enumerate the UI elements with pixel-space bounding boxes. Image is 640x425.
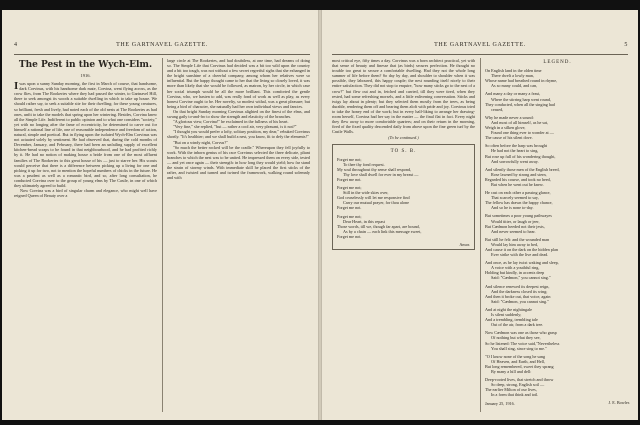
poem-line: "O I know none of the song he sang — [485, 353, 546, 359]
poem-line: So deep, strong, English soil — — [491, 382, 545, 388]
poem-line: And most of all himself, as he sat, — [491, 119, 549, 125]
paragraph: "But on a windy night, Corvus?" — [173, 139, 228, 145]
drop-cap: I — [14, 80, 19, 93]
poem-line: In a form that think and toil. — [491, 392, 539, 398]
poem-line: Carry our mutual prayer, for thou alone — [343, 200, 409, 206]
page-number: 5 — [624, 42, 628, 48]
poem-line: Still in the wide skies over, — [343, 190, 389, 196]
article-title: The Pest in the Wych-Elm. — [18, 60, 153, 70]
continued-note: (To be continued.) — [388, 135, 419, 141]
poem-stanza — [485, 330, 630, 350]
poem-stanza — [337, 214, 470, 239]
poem-stanza — [485, 190, 630, 210]
poem-line: And once, as he lay twixt waking and sleep, — [485, 260, 559, 266]
left-column-2 — [167, 58, 310, 412]
paragraph: large circle at The Rookeries, and had doubtless, at one time, had dreams of doing so. The Simple Life that Corvinus had decided was a bit too wild upon the country and a bit too tough, was not without a few secret regretful sighs that she exhanged in the bright sunshine of a cheerful company, among whom her relatives were so influential. But the happy thought came to her that the living so closely loved, it was more than likely that she would be followed, as matron, by her circle, in which case her social triumph would be all the more brilliant. This comforted the gentle Corvina, who, we hasten to add, was really fond of work as well as play, as every honest Corvine ought to be. Her novelty, so modest withal, was a great pleasure; but being a bird of character, she naturally had her own individual views and fancies. — [167, 58, 310, 109]
left-page-content — [2, 10, 320, 420]
right-page-content — [320, 10, 638, 420]
poem-line: Forget me not; — [337, 185, 362, 191]
poem-line: He had not the heart to sing, — [491, 148, 539, 154]
poem-line: And never seemed to hear. — [491, 228, 536, 234]
poem-body — [337, 157, 470, 239]
poem-line: Forget me not; — [337, 156, 362, 162]
poem-line: By many a hill and dell: — [491, 368, 532, 374]
poem-stanza — [485, 115, 630, 140]
column-divider — [162, 58, 163, 412]
poem-stanza — [485, 167, 630, 187]
poem-line: But rose up full of his wondering thought, — [485, 153, 556, 159]
poem-line: There dwelt a lowly man, — [491, 73, 534, 79]
poem-line: And silently those men of the English breed, — [485, 166, 560, 172]
poem-date: January 25, 1916. — [485, 401, 515, 407]
poem-stanza — [485, 377, 630, 397]
poem-line: So often before the harp was brought — [485, 143, 548, 149]
poem-line: Ever strike with the live and dead. — [491, 252, 549, 258]
poem-title: TO S. B. — [390, 148, 417, 154]
poem-stanza — [485, 284, 630, 304]
poem-line: Forget me not. — [337, 233, 362, 239]
poem-line: Would lay him away to bed, — [491, 241, 539, 247]
poem-line: As so many could, and can, — [491, 83, 538, 89]
paragraph: "I thought you would prefer a lofty, solitary position, my dear," rebuked Corvinus shortly. "It's healthier; and we shall build a nest, you know, fit to defy the elements!" — [167, 129, 310, 140]
poem-line: Why he made never a sound: — [485, 114, 534, 120]
paragraph: "Very fine," she replied, "but — rather a cool air, very pleasant, is it not?" — [173, 124, 297, 130]
poem-line: And so he is none to-day. — [491, 205, 534, 211]
poem-line: On English land in the olden time — [485, 68, 542, 74]
paragraph: most critical eye, fifty times a day. Corvinus was a born architect practical, yet with that sense of beauty and finesse that (as birds) secures perfection. He thought no trouble too great to secure a comfortable dwelling. Had they not the whole long summer of life before them? So day by day, and shoulder to shoulder when it was possible, they laboured, this happy couple; the nest rounding itself nicely to their entire satisfaction. They did not stop to enquire, "how many sticks go to the nest of a crow?" but flew out and in, fetched and carried, till they were tired, when they rested, had some refreshing morsels, and a little enlivening conversation. Sticks and twigs lay about in plenty; but they selected them mostly from the trees, as being durable, rendering them off and bearing them aloft with pride and joy. Corvinus tried to take the honey end of the work; but in every half-liking to arrange her drawing-room herself, Corvina had her say in the matter — the final flat in fact. Every night they flew away to more comfortable quarters; and on their return in the morning, fired of the fixed quality descended daily from above upon the fine green turf by the Castle Walls. — [332, 58, 475, 135]
poem-line: Holding but kindly, in accents deep — [485, 270, 545, 276]
poem-stanza — [485, 237, 630, 257]
poem-line: But long remembered, sweet they sprang — [485, 363, 554, 369]
poem-stanza — [337, 157, 470, 182]
poem-line: Where the stirring harp went round, — [491, 96, 552, 102]
poem-box — [332, 144, 475, 251]
poem-line: Of Heaven, and Earth, and Hell, — [491, 358, 545, 364]
header-rule — [14, 54, 310, 55]
poem-line: Dear Heart, in this repast — [343, 218, 385, 224]
poem-line: The fellow has drawn the happy chance, — [485, 200, 553, 206]
poem-line: That scarcely seemed to say, — [491, 195, 539, 201]
right-header — [332, 42, 628, 54]
left-column-1 — [14, 58, 157, 412]
poem-line: And many a day or many a feast, — [485, 91, 541, 97]
poem-footer — [485, 400, 630, 406]
header-rule — [332, 54, 628, 55]
right-column-2 — [485, 58, 630, 412]
running-title: THE GARTNAVEL GAZETTE. — [116, 42, 208, 48]
poem-line: And sorrowfully went away. — [491, 158, 539, 164]
poem-stanza — [485, 143, 630, 163]
poem-line: Said: "Cædmon, you cannot sing." — [491, 298, 549, 304]
paragraph: "So much the better rocked will be the cradle." Whereupon they fell joyfully to work. With the inborn genius of his race Corvinus selected the three delicate, pliant branches to which the nest was to be united. He impressed them on every side, tested — and yet once again — their strength: in how long they would yield; how far stand the strain of stormy winds. With immediate skill he placed the first sticks of the rafter, and twisted and turned and twined the framework, walking round solemnly and with — [167, 144, 310, 181]
poem-line: But sometimes a poor young pathwayes — [485, 213, 552, 219]
article-year: 1916. — [80, 73, 91, 78]
poem-line: Of nothing but what they see, — [491, 335, 541, 341]
poem-line: As by a chain — each link this message sweet, — [343, 228, 422, 234]
poem-line: Forget me not. — [337, 176, 362, 182]
magazine-spread — [2, 10, 638, 420]
poem-line: A voice with a youthful ring, — [491, 265, 540, 271]
poem-line: You shall sing, since sing to me." — [491, 345, 547, 351]
poem-line: Thy love shall dwell for ever in my breast — — [343, 171, 419, 177]
poem-line: But Cædmon heeded not their jests, — [485, 223, 545, 229]
paragraph: Now Corvina was a bird of singular charm and elegance, who might well have reigned Queen of Beauty over a — [14, 188, 157, 199]
poem-stanza — [337, 185, 470, 210]
poem-line: Is silent suddenly; — [491, 312, 522, 318]
poem-line: Those words, till we, though far apart, are bound, — [337, 223, 420, 229]
poem-line: Weigh in a silken glove, — [485, 125, 526, 131]
poem-stanza — [485, 213, 630, 233]
poem-body — [485, 68, 630, 397]
poem-line: Forget me not. — [337, 205, 362, 211]
poem-line: He cast on each other a passing glance, — [485, 190, 551, 196]
poem-line: God ceaselessly will let me responsive find — [337, 195, 410, 201]
left-columns — [14, 58, 310, 412]
poem-line: ceased, — [491, 106, 504, 112]
poem-line: Rose lawned by strong and stern, — [491, 171, 547, 177]
poem-line: Forget me not; — [337, 213, 362, 219]
poem-line: Whose name had breathed round in rhyme, — [485, 78, 558, 84]
running-title: THE GARTNAVEL GAZETTE. — [434, 42, 526, 48]
poem-stanza — [485, 354, 630, 374]
poem-signature: J. E. Bowler. — [608, 400, 630, 406]
paragraph: "A glorious view, Corvina!" he exclaimed in the fullness of his heart. — [173, 119, 289, 125]
poem-line: They conducted, when all the singing had — [485, 101, 555, 107]
poem-line: But when he went out he knew. — [491, 181, 544, 187]
poem-line: To thee thy fond request. — [343, 161, 385, 167]
poem-line: And at night the nightingale — [485, 306, 532, 312]
poem-line: The earlier Milton of our lives, — [485, 387, 537, 393]
poem-line: Regarded his course, and took no heed, — [485, 176, 551, 182]
poem-line: Now Cædmon was one as those who grasp — [485, 330, 557, 336]
right-columns — [332, 58, 628, 412]
poem-line: Out of the air, from a dark tree. — [491, 322, 544, 328]
poem-stanza — [485, 68, 630, 88]
left-header — [14, 42, 310, 54]
paragraph: Iwas upon a sunny Sunday morning, the first in March of course, that handsome, dark Corvinus, with his handsome dark mate, Corvina, went flying across, as the crow flies, from The Rookeries where they had passed the winter, to Gartnavel Hill, there to seek amongst its woods a suitable dwelling in which to take up house. We should rather say, to seek a suitable site for their dwelling; for these young creatures, so brilliant, fresh and lively, had noted each of the old nests at The Rookeries as bad ones, unfit to take the models that spring upon her wintering. Besides, Corvina knew all the Simple Life. Indifferent to public opinion and to what one considers "society," yet with no longing after the fame of eccentricity, he determined to carve out for himself a rational line of life, one of reasonable independence and freedom of action, natural, simple and poetical. But in flying upon the isolated Wych-Elm Corvinus was not actuated solely by sentiment. He had observed that, during the cold months of December, January, and February, there had been an unfailing supply of excellent kitchen-bread scraps to be found in that neighbourhood, and he had profited richly by it. He had no notion of making house a bride from one of the most affluent families of The Rookeries to this great house of his — just to starve her. His scouts would perceive that there is a difference between picking up a living for one and picking it up for two, not to mention the hopeful numbers of chicks in the future. He was a prudent as well as a romantic bird, and so, after long consultation, he conducted Corvina over to the group of young elms by The Castle, in one of which they ultimately agreed to build. — [14, 80, 157, 188]
poem-line: But still he felt: and the wounded man — [485, 236, 550, 242]
poem-line: Would titter, or laugh or jeer, — [491, 218, 540, 224]
poem-stanza — [485, 260, 630, 280]
poem-line: Deep-rooted lives, that stretch and throw — [485, 377, 554, 383]
poem-stanza — [485, 91, 630, 111]
poem-line: Found one thing ever to wonder at — — [491, 130, 554, 136]
poem-line: And silence renewed its deepest reign, — [485, 283, 550, 289]
poem-stanza — [485, 307, 630, 327]
page-number: 4 — [14, 42, 18, 48]
poem-line: And the darkness closed its wing; — [491, 288, 548, 294]
poem-line: And then it broke out, that voice, again — [485, 293, 551, 299]
paragraph: On that bright Sunday morning Corvinus alighted on the finest of the elms, and swung gaily to-and-fro to show the strength and elasticity of the branches. — [167, 108, 310, 120]
poem-line: Said: "Cædmon," you cannot sing." — [491, 275, 551, 281]
poem-title: LEGEND. — [543, 60, 572, 65]
poem-line: My soul throughout thy sense shall respond, — [337, 166, 412, 172]
column-divider — [480, 58, 481, 412]
right-column-1 — [332, 58, 475, 412]
poem-line: So he listened: The voice said,"Nevertheless — [485, 340, 560, 346]
poem-line: The cause of his silent dove. — [485, 135, 533, 141]
poem-signature: Amor. — [459, 242, 470, 247]
poem-line: And a trembling, trembling tale — [485, 317, 538, 323]
poem-line: And cause it on the dark on the hidden plan — [485, 247, 558, 252]
